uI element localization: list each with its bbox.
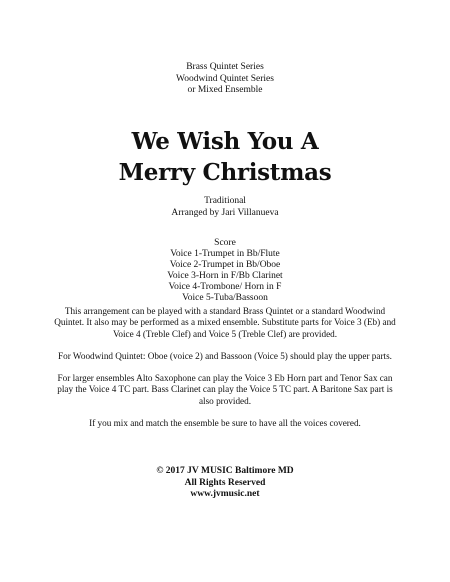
- voice-2: Voice 2-Trumpet in Bb/Oboe: [169, 260, 281, 270]
- page-title: [0, 126, 450, 188]
- website-link[interactable]: www.jvmusic.net: [190, 489, 260, 499]
- series-line-mixed: or Mixed Ensemble: [187, 85, 263, 95]
- copyright-footer: [0, 466, 450, 501]
- title-line-2: Merry Christmas: [118, 159, 332, 186]
- series-list: [0, 62, 450, 97]
- voice-5: Voice 5-Tuba/Bassoon: [182, 293, 268, 303]
- note-paragraph-woodwind: For Woodwind Quintet: Oboe (voice 2) and Bassoon (Voice 5) should play the upper parts.: [58, 350, 392, 361]
- score-heading: Score: [214, 238, 236, 248]
- rights-line: All Rights Reserved: [184, 477, 266, 488]
- note-paragraph-larger-ensembles: For larger ensembles Alto Saxophone can play the Voice 3 Eb Horn part and Tenor Sax can play the Voice 4 TC part. Bass Clarinet can play the Voice 5 TC part. A Baritone Sax part is also provided.: [57, 373, 393, 406]
- series-line-brass: Brass Quintet Series: [186, 62, 264, 72]
- voice-4: Voice 4-Trombone/ Horn in F: [168, 282, 282, 292]
- copyright-line: © 2017 JV MUSIC Baltimore MD: [156, 466, 294, 476]
- credits: [0, 196, 450, 219]
- series-line-woodwind: Woodwind Quintet Series: [176, 73, 274, 84]
- composer-credit: Traditional: [204, 196, 246, 206]
- note-paragraph-mix-and-match: If you mix and match the ensemble be sure to have all the voices covered.: [89, 418, 361, 429]
- title-line-1: We Wish You A: [131, 128, 319, 155]
- voice-3: Voice 3-Horn in F/Bb Clarinet: [167, 271, 283, 281]
- score-instrumentation: [0, 238, 450, 304]
- arranger-credit: Arranged by Jari Villanueva: [171, 207, 279, 218]
- voice-1: Voice 1-Trumpet in Bb/Flute: [170, 249, 280, 259]
- note-paragraph-ensemble: This arrangement can be played with a standard Brass Quintet or a standard Woodwind Quintet. It also may be performed as a mixed ensemble. Substitute parts for Voice 3 (Eb) and Voice 4 (Treble Clef) and Voice 5 (Treble Clef) are provided.: [54, 306, 396, 339]
- performance-notes: [52, 306, 398, 440]
